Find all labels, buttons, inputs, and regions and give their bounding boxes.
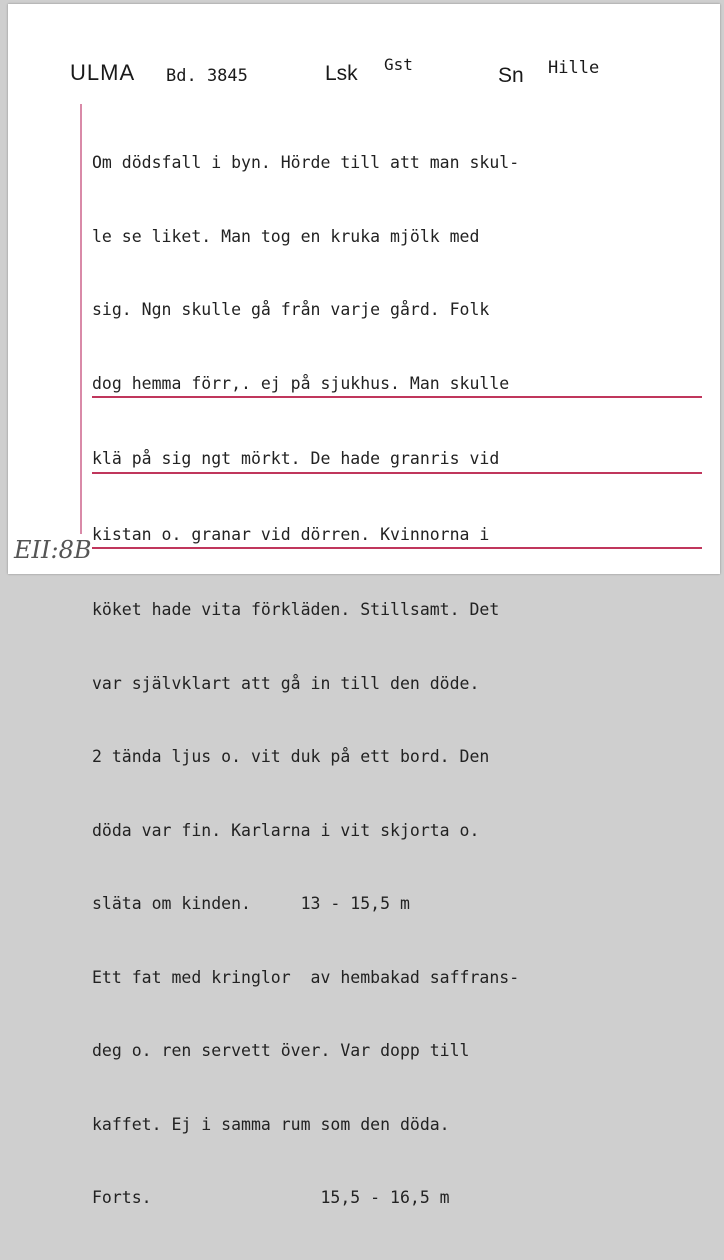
sn-label: Sn [498,64,524,87]
text-line: var självklart att gå in till den döde. [92,673,480,693]
text-line: dog hemma förr,. ej på sjukhus. Man skulle [92,372,702,399]
volume-number: Bd. 3845 [166,66,248,86]
text-line: köket hade vita förkläden. Stillsamt. Det [92,600,500,619]
text-line: kaffet. Ej i samma rum som den döda. [92,1114,450,1134]
card-body-text [92,102,702,1260]
text-line: släta om kinden. 13 - 15,5 m [92,894,410,913]
text-line: Forts. 15,5 - 16,5 m [92,1188,450,1207]
catalog-id: EII:8B [14,536,92,564]
sn-value: Hille [548,58,600,78]
text-line: Ett fat med kringlor av hembakad saffrans- [92,967,520,987]
text-line: deg o. ren servett över. Var dopp till [92,1041,470,1060]
text-line: döda var fin. Karlarna i vit skjorta o. [92,820,480,840]
card-header [70,52,690,92]
text-line: le se liket. Man tog en kruka mjölk med [92,226,480,246]
text-line: 2 tända ljus o. vit duk på ett bord. Den [92,747,490,766]
lsk-value: Gst [384,55,413,74]
text-line: klä på sig ngt mörkt. De hade granris vid [92,447,702,474]
archive-card [8,4,720,1207]
archive-name: ULMA [70,60,136,85]
text-line: sig. Ngn skulle gå från varje gård. Folk [92,300,490,319]
margin-rule [80,104,82,534]
lsk-label: Lsk [325,62,358,85]
text-line: Om dödsfall i byn. Hörde till att man skul- [92,153,520,172]
text-line: kistan o. granar vid dörren. Kvinnorna i [92,523,702,550]
